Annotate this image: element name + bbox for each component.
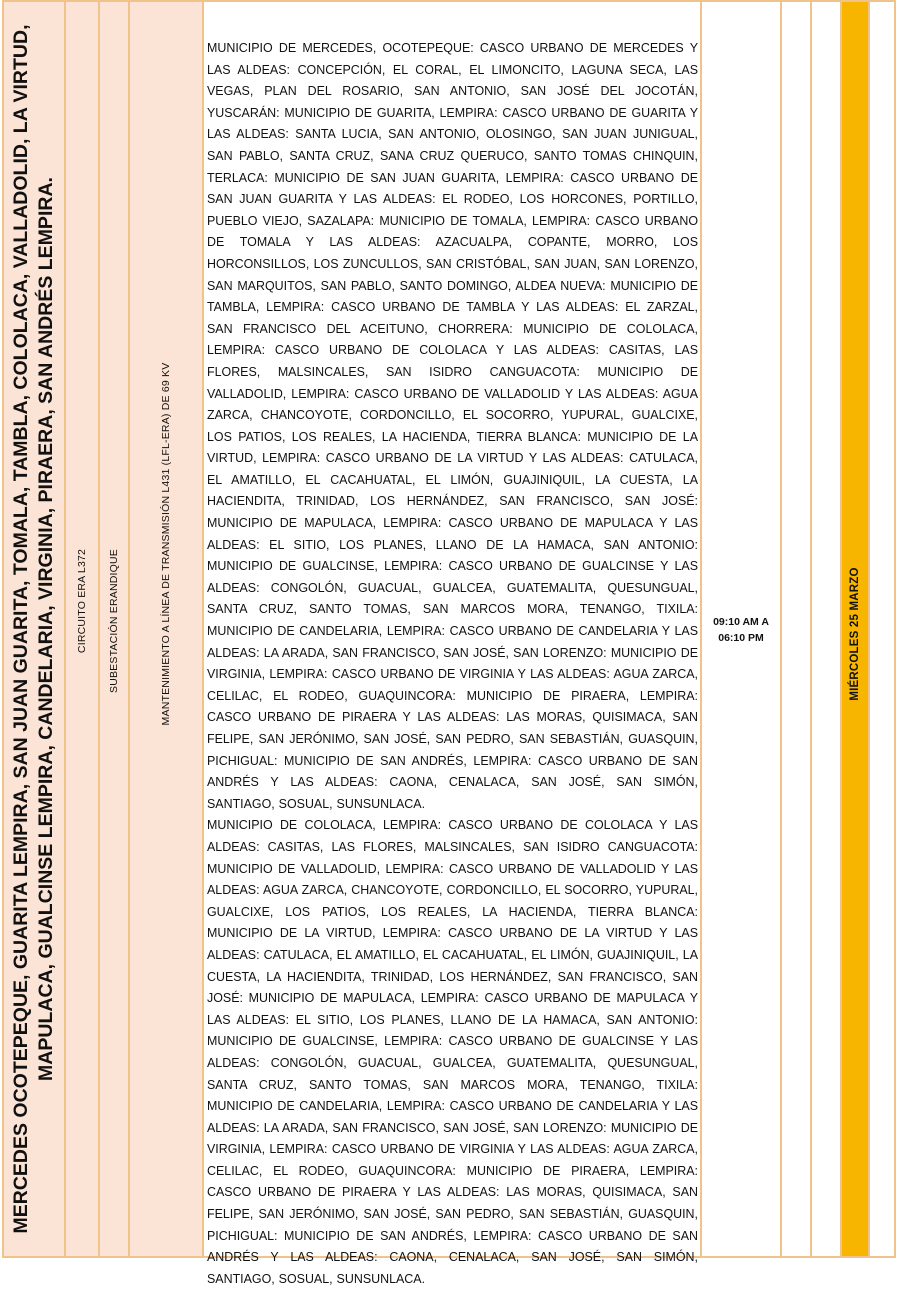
region-title: MERCEDES OCOTEPEQUE, GUARITA LEMPIRA, SAN JUAN GUARITA, TOMALA, TAMBLA, COLOLACA, VALLADOLID, LA VIRTUD, MAPULACA, GUALCINSE LEMPIRA, CANDELARIA, VIRGINIA, PIRAERA, SAN ANDRÉS LEMPIRA. [10,24,57,1234]
time-range [702,614,780,646]
circuit-column [64,0,98,1258]
empty-column-2 [812,0,842,1258]
date-label: MIÉRCOLES 25 MARZO [849,567,861,701]
work-description: MANTENIMIENTO A LÍNEA DE TRANSMISIÓN L431 (LFL-ERA) DE 69 KV [160,362,172,726]
affected-areas-block-2: MUNICIPIO DE COLOLACA, LEMPIRA: CASCO URBANO DE COLOLACA Y LAS ALDEAS: CASITAS, LAS FLORES, MALSINCALES, SAN ISIDRO CANGUACOTA: MUNICIPIO DE VALLADOLID, LEMPIRA: CASCO URBANO DE VALLADOLID Y LAS ALDEAS: AGUA ZARCA, CHANCOYOTE, CORDONCILLO, EL SOCORRO, YUPURAL, GUALCIXE, LOS PATIOS, LOS REALES, LA HACIENDA, TIERRA BLANCA: MUNICIPIO DE LA VIRTUD, LEMPIRA: CASCO URBANO DE LA VIRTUD Y LAS ALDEAS: CATULACA, EL AMATILLO, EL CACAHUATAL, EL LIMÓN, GUAJINIQUIL, LA CUESTA, LA HACIENDITA, TRINIDAD, LOS HERNÁNDEZ, SAN FRANCISCO, SAN JOSÉ: MUNICIPIO DE MAPULACA, LEMPIRA: CASCO URBANO DE MAPULACA Y LAS ALDEAS: EL SITIO, LOS PLANES, LLANO DE LA HAMACA, SAN ANTONIO: MUNICIPIO DE GUALCINSE, LEMPIRA: CASCO URBANO DE GUALCINSE Y LAS ALDEAS: CONGOLÓN, GUACUAL, GUALCEA, GUATEMALITA, QUESUNGUAL, SANTA CRUZ, SANTO TOMAS, SAN MARCOS MORA, TENANGO, TIXILA: MUNICIPIO DE CANDELARIA, LEMPIRA: CASCO URBANO DE CANDELARIA Y LAS ALDEAS: LA ARADA, SAN FRANCISCO, SAN JOSÉ, SAN LORENZO: MUNICIPIO DE VIRGINIA, LEMPIRA: CASCO URBANO DE VIRGINIA Y LAS ALDEAS: AGUA ZARCA, CELILAC, EL RODEO, GUAQUINCORA: MUNICIPIO DE PIRAERA, LEMPIRA: CASCO URBANO DE PIRAERA Y LAS ALDEAS: LAS MORAS, QUISIMACA, SAN FELIPE, SAN JERÓNIMO, SAN JOSÉ, SAN PEDRO, SAN SEBASTIÁN, GUASQUIN, PICHIGUAL: MUNICIPIO DE SAN ANDRÉS, LEMPIRA: CASCO URBANO DE SAN ANDRÉS Y LAS ALDEAS: CAONA, CENALACA, SAN JOSÉ, SAN SIMÓN, SANTIAGO, SOSUAL, SUNSUNLACA. [207,818,698,1286]
affected-areas-block-1: MUNICIPIO DE MERCEDES, OCOTEPEQUE: CASCO URBANO DE MERCEDES Y LAS ALDEAS: CONCEPCIÓN, EL CORAL, EL LIMONCITO, LAGUNA SECA, LAS VEGAS, PLAN DEL ROSARIO, SAN ANTONIO, SAN JOSÉ DEL JOCOTÁN, YUSCARÁN: MUNICIPIO DE GUARITA, LEMPIRA: CASCO URBANO DE GUARITA Y LAS ALDEAS: SANTA LUCIA, SAN ANTONIO, OLOSINGO, SAN JUAN JUNIGUAL, SAN PABLO, SANTA CRUZ, SANA CRUZ QUERUCO, SANTO TOMAS CHINQUIN, TERLACA: MUNICIPIO DE SAN JUAN GUARITA, LEMPIRA: CASCO URBANO DE SAN JUAN GUARITA Y LAS ALDEAS: EL RODEO, LOS HORCONES, PORTILLO, PUEBLO VIEJO, SAZALAPA: MUNICIPIO DE TOMALA, LEMPIRA: CASCO URBANO DE TOMALA Y LAS ALDEAS: AZACUALPA, COPANTE, MORRO, LOS HORCONSILLOS, LOS ZUNCULLOS, SAN CRISTÓBAL, SAN JUAN, SAN LORENZO, SAN MARQUITOS, SAN PABLO, SANTO DOMINGO, ALDEA NUEVA: MUNICIPIO DE TAMBLA, LEMPIRA: CASCO URBANO DE TAMBLA Y LAS ALDEAS: EL ZARZAL, SAN FRANCISCO DEL ACEITUNO, CHORRERA: MUNICIPIO DE COLOLACA, LEMPIRA: CASCO URBANO DE COLOLACA Y LAS ALDEAS: CASITAS, LAS FLORES, MALSINCALES, SAN ISIDRO CANGUACOTA: MUNICIPIO DE VALLADOLID, LEMPIRA: CASCO URBANO DE VALLADOLID Y LAS ALDEAS: AGUA ZARCA, CHANCOYOTE, CORDONCILLO, EL SOCORRO, YUPURAL, GUALCIXE, LOS PATIOS, LOS REALES, LA HACIENDA, TIERRA BLANCA: MUNICIPIO DE LA VIRTUD, LEMPIRA: CASCO URBANO DE LA VIRTUD Y LAS ALDEAS: CATULACA, EL AMATILLO, EL CACAHUATAL, EL LIMÓN, GUAJINIQUIL, LA CUESTA, LA HACIENDITA, TRINIDAD, LOS HERNÁNDEZ, SAN FRANCISCO, SAN JOSÉ: MUNICIPIO DE MAPULACA, LEMPIRA: CASCO URBANO DE MAPULACA Y LAS ALDEAS: EL SITIO, LOS PLANES, LLANO DE LA HAMACA, SAN ANTONIO: MUNICIPIO DE GUALCINSE, LEMPIRA: CASCO URBANO DE GUALCINSE Y LAS ALDEAS: CONGOLÓN, GUACUAL, GUALCEA, GUATEMALITA, QUESUNGUAL, SANTA CRUZ, SANTO TOMAS, SAN MARCOS MORA, TENANGO, TIXILA: MUNICIPIO DE CANDELARIA, LEMPIRA: CASCO URBANO DE CANDELARIA Y LAS ALDEAS: LA ARADA, SAN FRANCISCO, SAN JOSÉ, SAN LORENZO: MUNICIPIO DE VIRGINIA, LEMPIRA: CASCO URBANO DE VIRGINIA Y LAS ALDEAS: AGUA ZARCA, CELILAC, EL RODEO, GUAQUINCORA: MUNICIPIO DE PIRAERA, LEMPIRA: CASCO URBANO DE PIRAERA Y LAS ALDEAS: LAS MORAS, QUISIMACA, SAN FELIPE, SAN JERÓNIMO, SAN JOSÉ, SAN PEDRO, SAN SEBASTIÁN, GUASQUIN, PICHIGUAL: MUNICIPIO DE SAN ANDRÉS, LEMPIRA: CASCO URBANO DE SAN ANDRÉS Y LAS ALDEAS: CAONA, CENALACA, SAN JOSÉ, SAN SIMÓN, SANTIAGO, SOSUAL, SUNSUNLACA. [207,41,698,811]
time-column [702,0,782,1258]
empty-column-3 [870,0,896,1258]
empty-column-1 [782,0,812,1258]
region-column [2,0,64,1258]
substation-label: SUBESTACIÓN ERANDIQUE [108,548,120,694]
time-start: 09:10 AM A [713,616,769,628]
date-column [842,0,870,1258]
time-end: 06:10 PM [718,632,764,644]
affected-areas-text [207,38,698,1290]
affected-areas-column [204,0,702,1286]
circuit-label: CIRCUITO ERA L372 [76,548,88,654]
work-description-column [128,0,204,1258]
substation-column [98,0,128,1258]
